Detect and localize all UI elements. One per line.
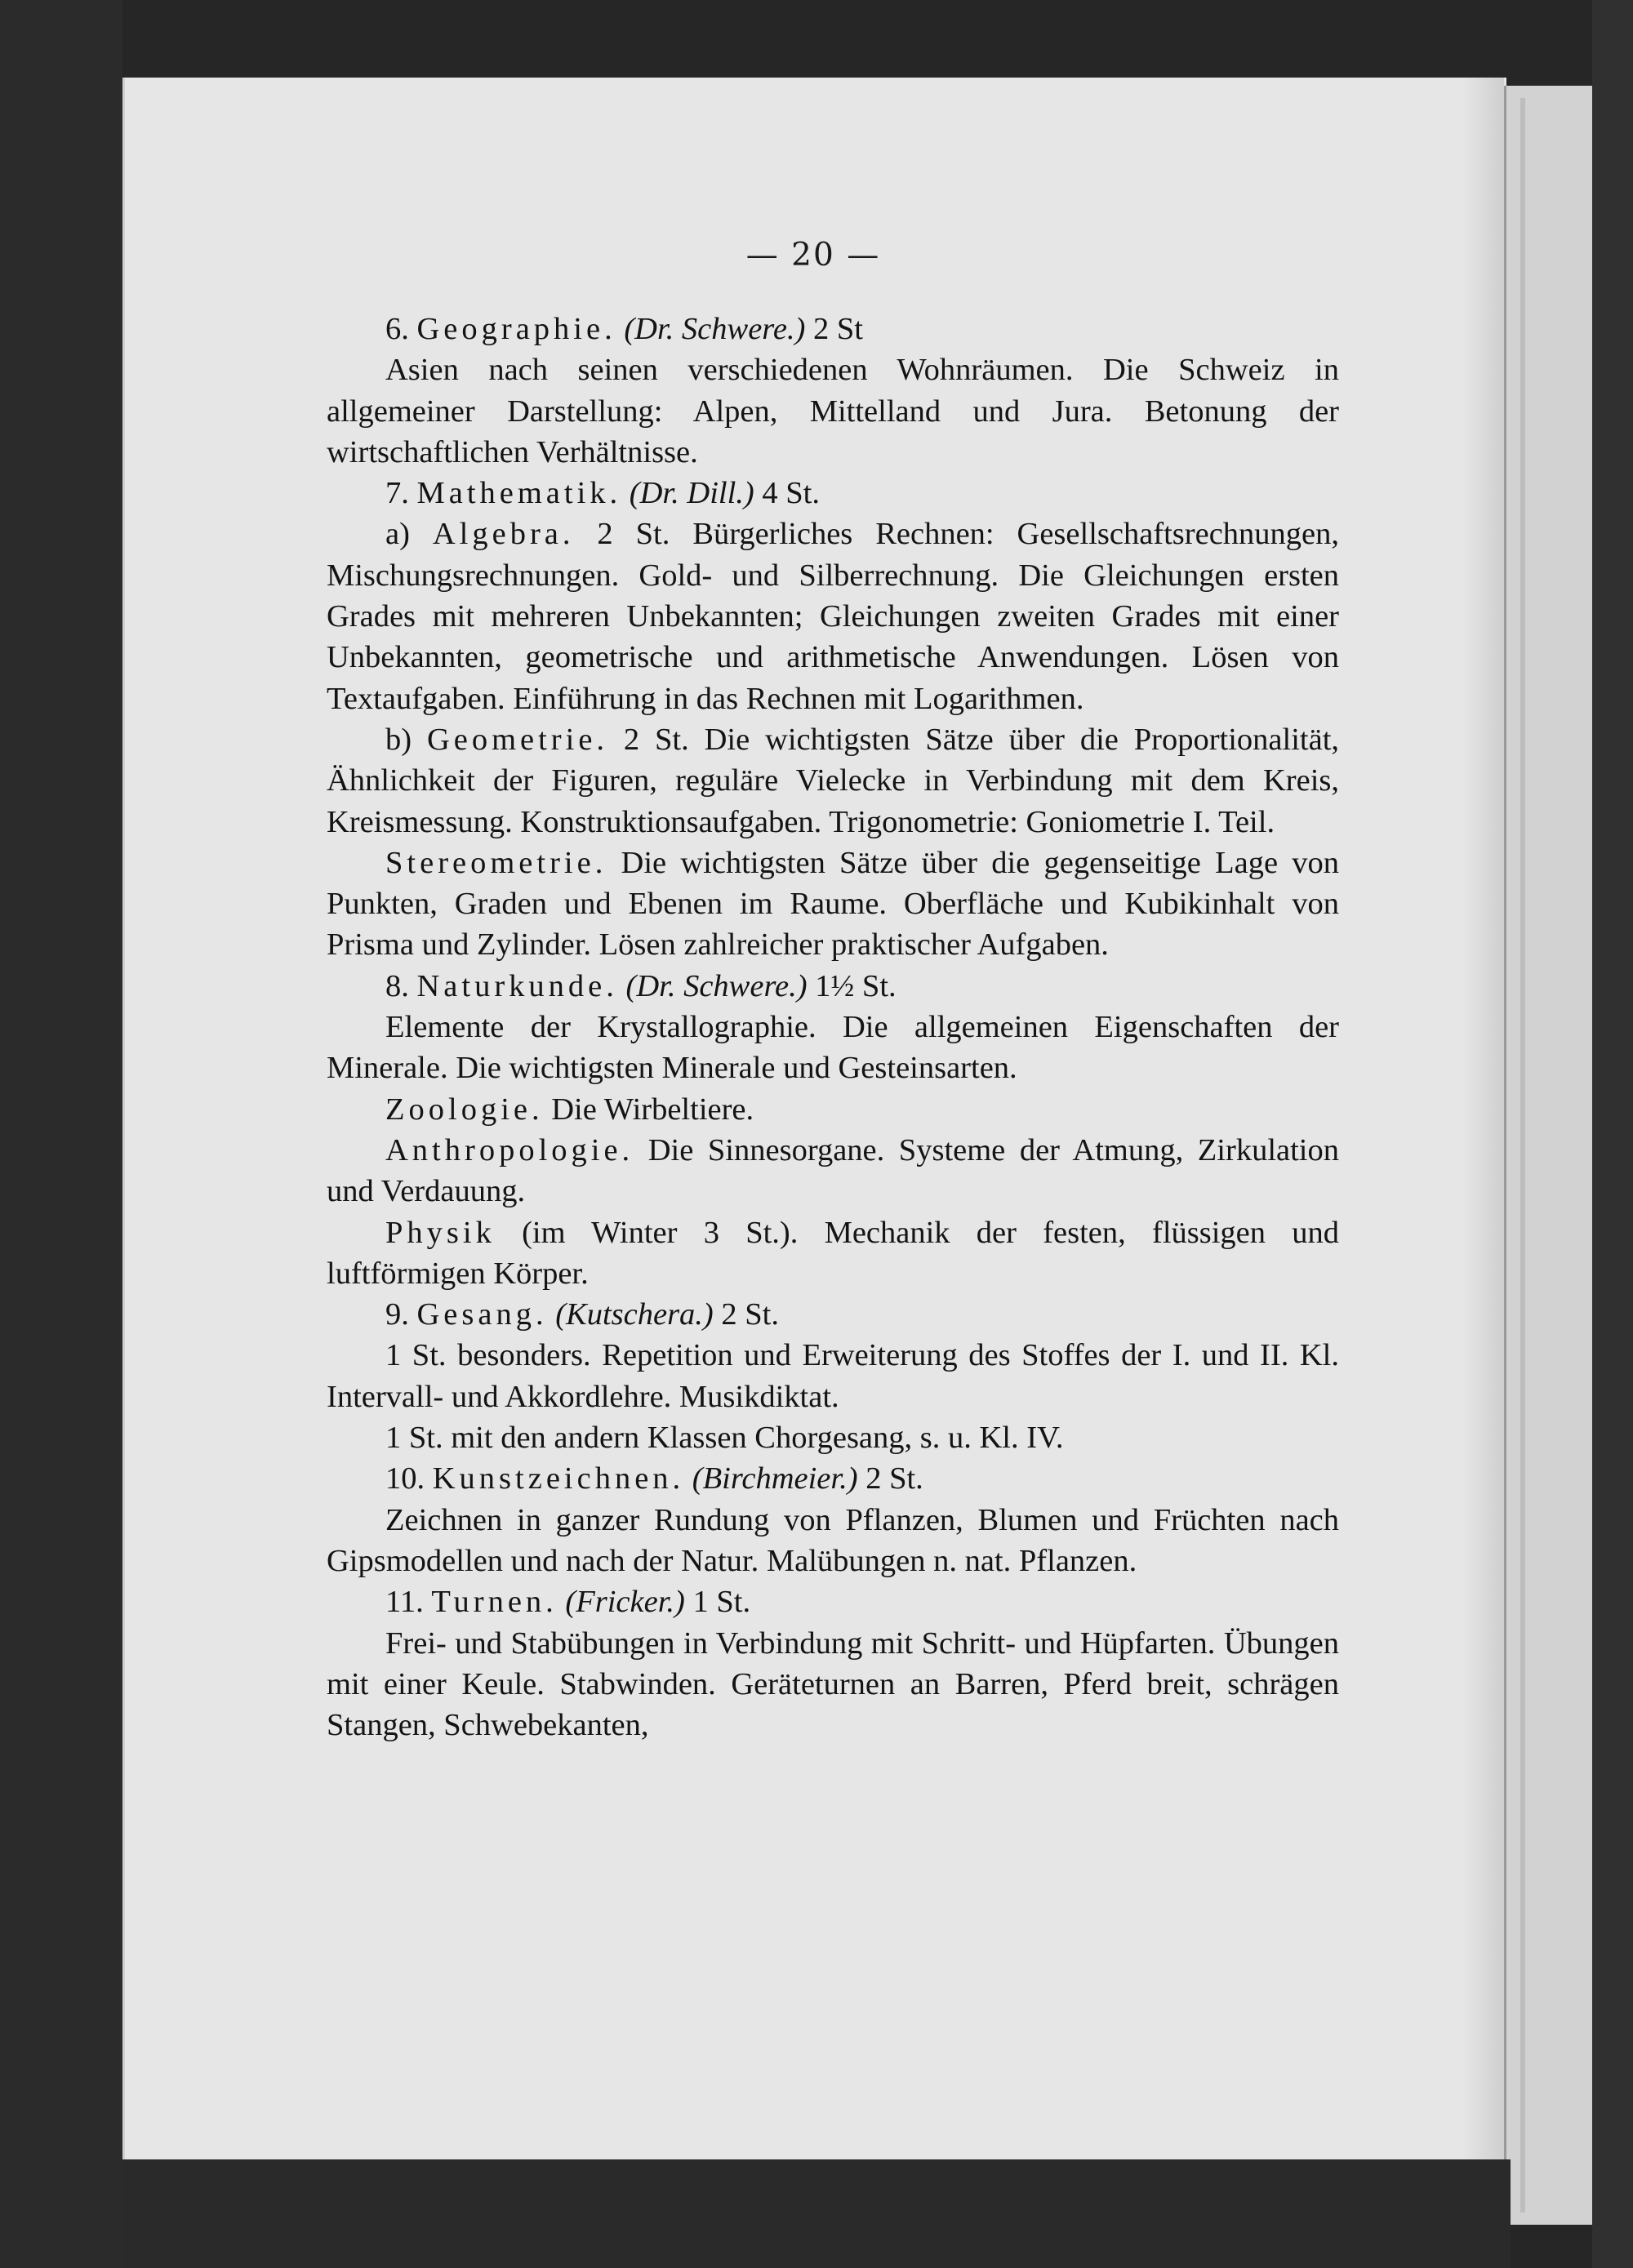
section-heading-kunstzeichnen	[327, 1458, 1339, 1499]
section-teacher: (Dr. Schwere.)	[625, 968, 808, 1003]
section-hours: 2 St.	[865, 1461, 923, 1496]
section-subject: Turnen.	[431, 1585, 558, 1620]
subsection-label: b)	[385, 722, 412, 757]
section-subject: Geographie.	[416, 312, 616, 346]
section-number: 9.	[385, 1297, 409, 1332]
subsection-subject: Zoologie.	[385, 1092, 544, 1127]
subsection-subject: Anthropologie.	[385, 1132, 634, 1167]
paragraph: Elemente der Krystallographie. Die allgemeinen Eigenschaften der Minerale. Die wichtigsten Minerale und Gesteinsarten.	[327, 1010, 1339, 1086]
section-number: 11.	[385, 1585, 424, 1620]
section-subject: Gesang.	[416, 1297, 548, 1332]
section-number: 10.	[385, 1461, 425, 1496]
section-hours: 1 St.	[692, 1585, 751, 1620]
scan-background-left	[0, 0, 122, 2268]
paragraph-physik	[327, 1212, 1339, 1295]
paragraph: Zeichnen in ganzer Rundung von Pflanzen, Blumen und Früchten nach Gipsmodellen und nach der Natur. Malübungen n. nat. Pflanzen.	[327, 1502, 1339, 1578]
scan-background-bottom	[122, 2159, 1511, 2268]
adjacent-page-fold	[1520, 98, 1525, 2212]
section-subject: Mathematik.	[416, 476, 622, 511]
section-hours: 2 St.	[721, 1297, 779, 1332]
subsection-subject: Geometrie.	[426, 722, 609, 757]
paragraph: 1 St. mit den andern Klassen Chorgesang, s. u. Kl. IV.	[385, 1421, 1064, 1456]
paragraph-zoologie	[327, 1089, 1339, 1130]
paragraph-stereometrie	[327, 843, 1339, 966]
paragraph-text: Die Sinnesorgane. Systeme der Atmung, Zirkulation und Verdauung.	[327, 1132, 1339, 1209]
section-teacher: (Dr. Dill.)	[629, 476, 754, 511]
section-heading-turnen	[327, 1581, 1339, 1622]
scan-background-right	[1592, 0, 1633, 2268]
section-heading-naturkunde	[327, 966, 1339, 1007]
section-number: 7.	[385, 476, 409, 511]
paragraph: 1 St. besonders. Repetition und Erweiterung des Stoffes der I. und II. Kl. Intervall- und Akkordlehre. Musikdiktat.	[327, 1338, 1339, 1414]
paragraph: Asien nach seinen verschiedenen Wohnräumen. Die Schweiz in allgemeiner Darstellung: Alpen, Mittelland und Jura. Betonung der wirtschaftlichen Verhältnisse.	[327, 353, 1339, 469]
page-gutter-shadow	[1462, 78, 1504, 2159]
subsection-subject: Stereometrie.	[385, 845, 607, 880]
subsection-label: a)	[385, 517, 410, 552]
section-hours: 4 St.	[762, 476, 820, 511]
section-subject: Naturkunde.	[416, 968, 618, 1003]
paragraph-algebra	[327, 514, 1339, 718]
page-body-text	[327, 309, 1339, 1745]
section-teacher: (Birchmeier.)	[692, 1461, 858, 1496]
paragraph-text: 2 St. Die wichtigsten Sätze über die Proportionalität, Ähnlichkeit der Figuren, reguläre Vielecke in Verbindung mit dem Kreis, Kreismessung. Konstruktionsaufgaben. Trigonometrie: Goniometrie I. Teil.	[327, 722, 1340, 839]
page-number-header: — 20 —	[745, 237, 881, 273]
paragraph-text: Die wichtigsten Sätze über die gegenseitige Lage von Punkten, Graden und Ebenen im Raume. Oberfläche und Kubikinhalt von Prisma und Zylinder. Lösen zahlreicher praktischer Aufgaben.	[327, 845, 1340, 963]
subsection-subject: Algebra.	[432, 517, 575, 552]
section-subject: Kunstzeichnen.	[432, 1461, 685, 1496]
adjacent-page-edge	[1504, 86, 1595, 2225]
paragraph-text: 2 St. Bürgerliches Rechnen: Gesellschaftsrechnungen, Mischungsrechnungen. Gold- und Silberrechnung. Die Gleichungen ersten Grades mit mehreren Unbekannten; Gleichungen zweiten Grades mit einer Unbekannten, geometrische und arithmetische Anwendungen. Lösen von Textaufgaben. Einführung in das Rechnen mit Logarithmen.	[327, 517, 1340, 716]
paragraph-anthropologie	[327, 1130, 1339, 1212]
paragraph: Frei- und Stabübungen in Verbindung mit Schritt- und Hüpfarten. Übungen mit einer Keule. Stabwinden. Geräteturnen an Barren, Pferd breit, schrägen Stangen, Schwebekanten,	[327, 1625, 1339, 1743]
section-heading-gesang	[327, 1294, 1339, 1335]
section-teacher: (Dr. Schwere.)	[624, 312, 806, 346]
section-hours: 1½ St.	[815, 968, 897, 1003]
section-teacher: (Kutschera.)	[555, 1297, 714, 1332]
section-teacher: (Fricker.)	[565, 1585, 685, 1620]
section-number: 8.	[385, 968, 409, 1003]
paragraph-geometrie	[327, 719, 1339, 843]
section-heading-geographie	[327, 309, 1339, 349]
section-number: 6.	[385, 312, 409, 346]
section-heading-mathematik	[327, 473, 1339, 514]
paragraph-text: Die Wirbeltiere.	[551, 1092, 754, 1127]
subsection-subject: Physik	[385, 1215, 496, 1250]
paragraph-text: (im Winter 3 St.). Mechanik der festen, flüssigen und luftförmigen Körper.	[327, 1215, 1340, 1291]
section-hours: 2 St	[813, 312, 863, 346]
